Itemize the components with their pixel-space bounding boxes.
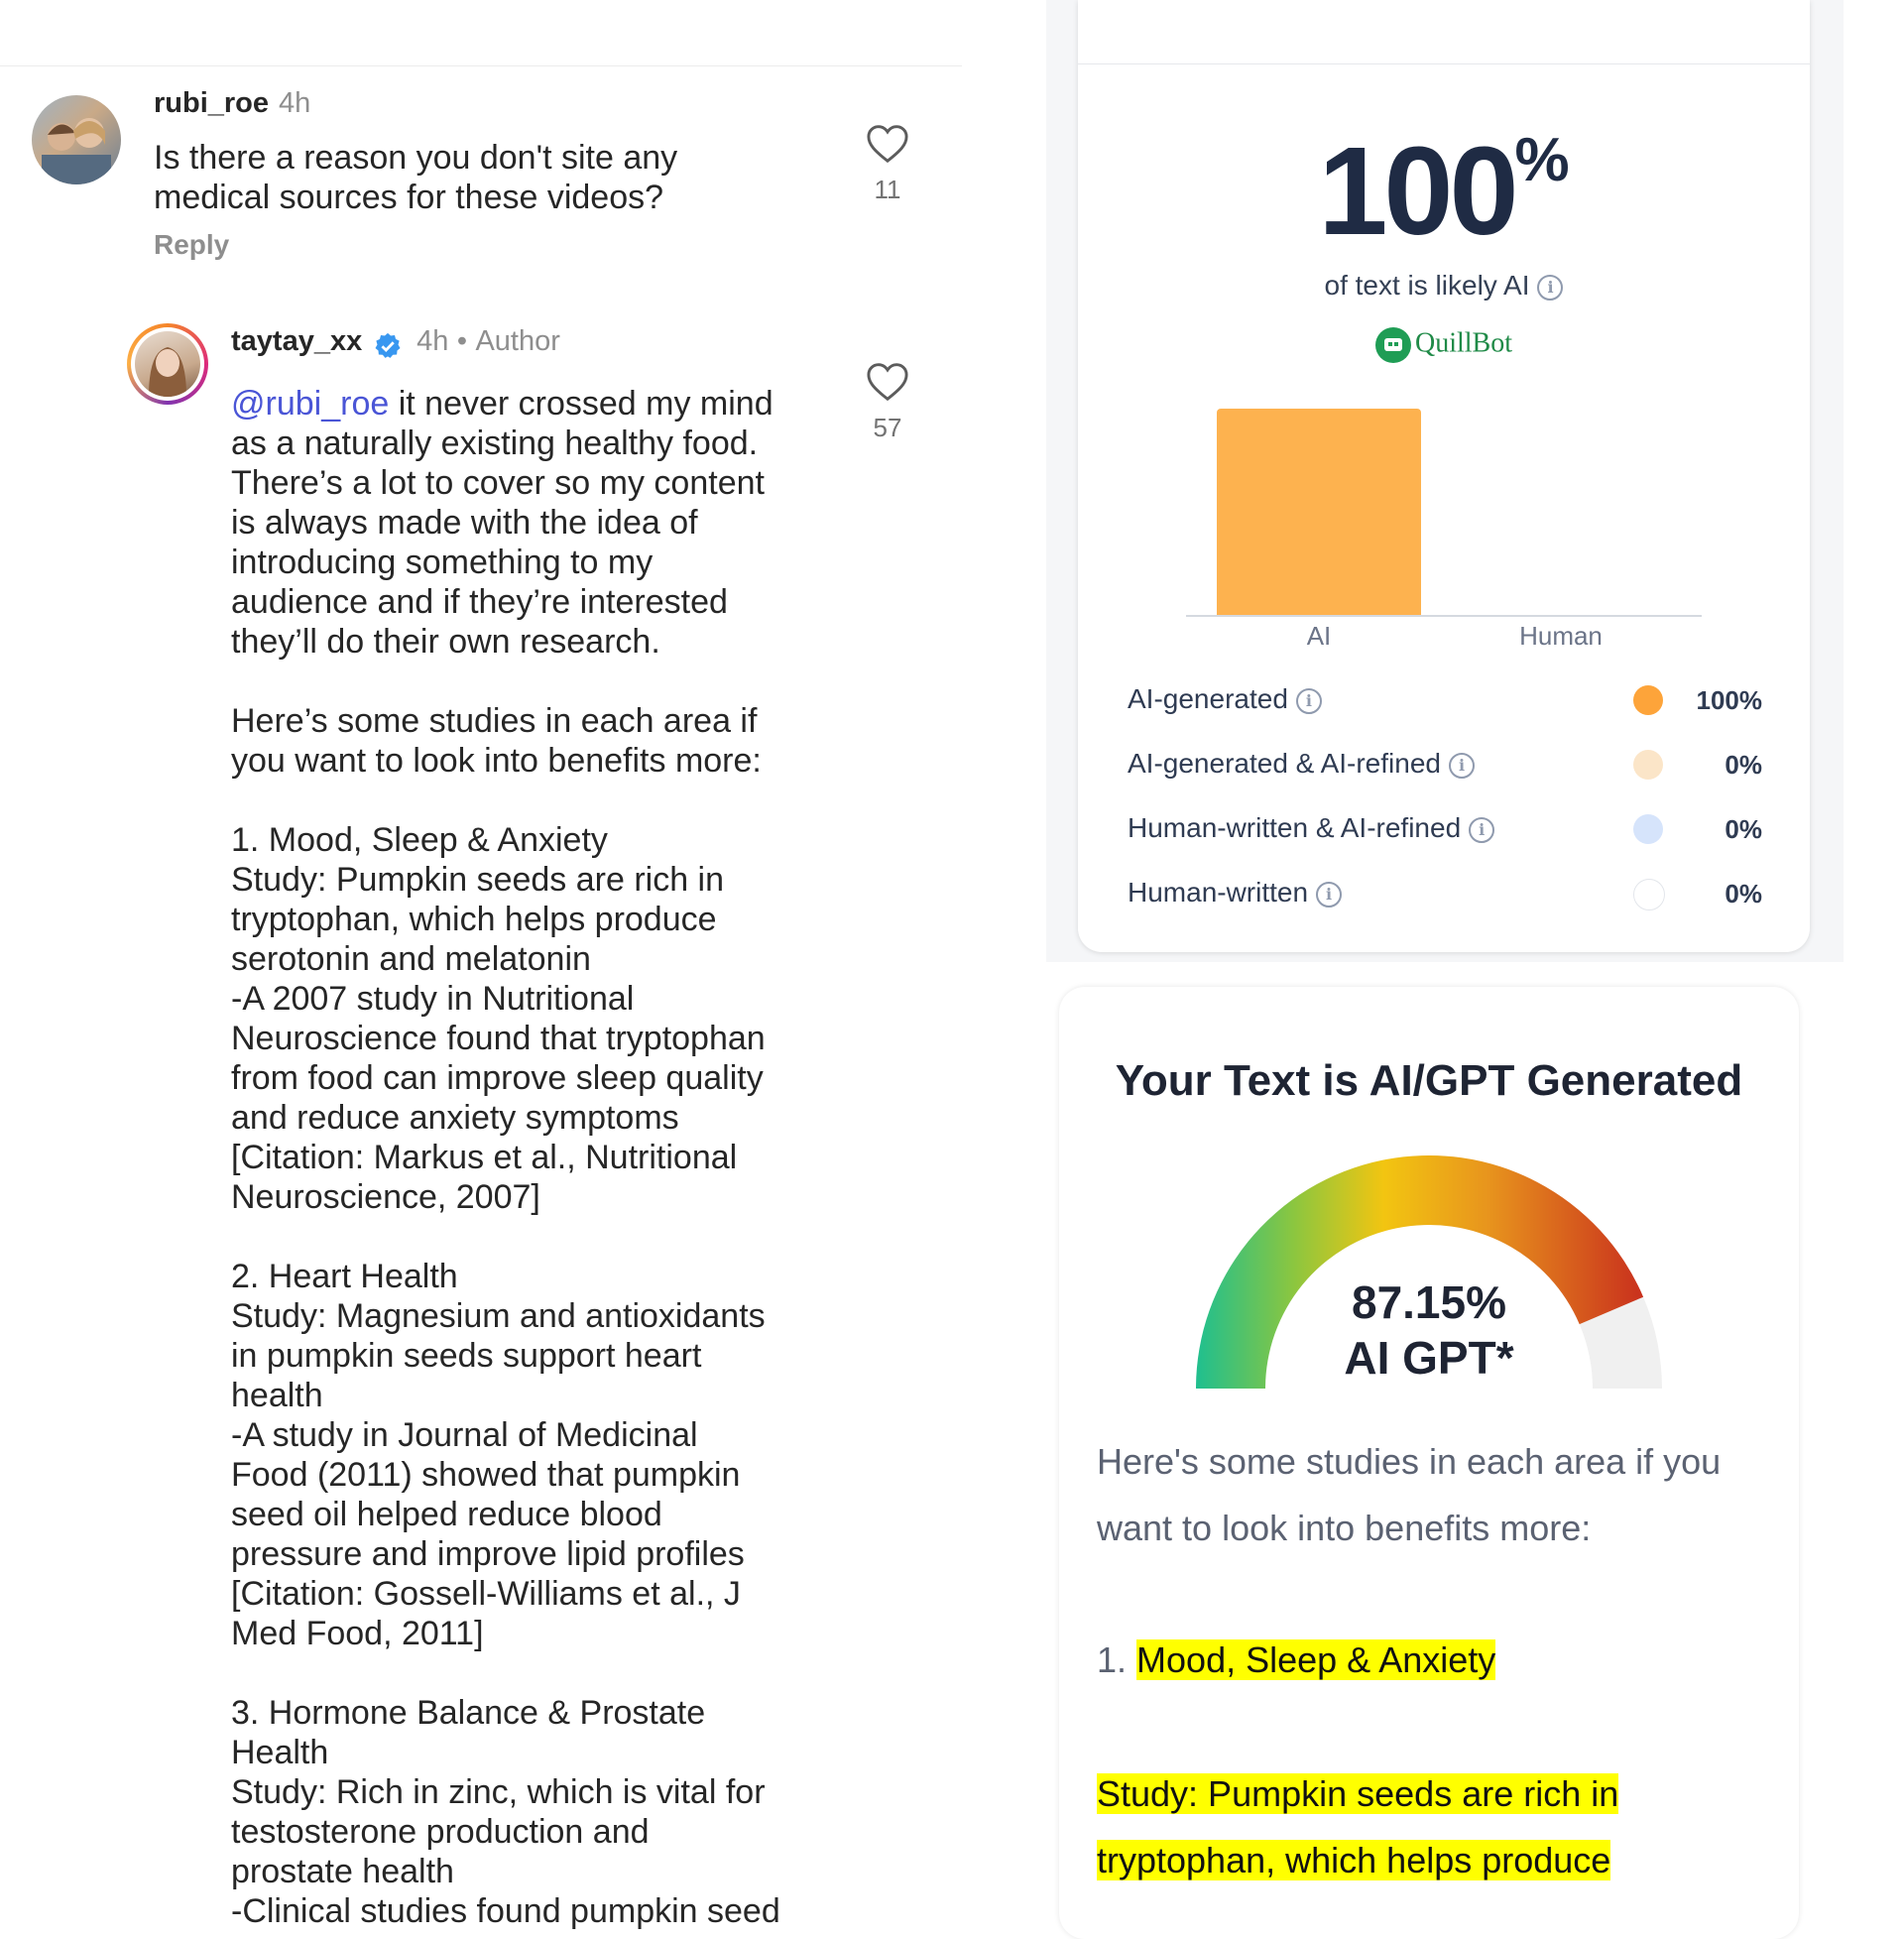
timestamp: 4h bbox=[416, 325, 449, 357]
timestamp: 4h bbox=[279, 87, 311, 119]
legend-row bbox=[1128, 873, 1762, 912]
reply-button[interactable]: Reply bbox=[154, 229, 230, 260]
heart-icon[interactable] bbox=[866, 124, 909, 164]
quillbot-robot-icon bbox=[1375, 327, 1411, 363]
author-label: Author bbox=[475, 325, 560, 357]
analyzed-text-intro: Here's some studies in each area if you want to look into benefits more: bbox=[1097, 1441, 1722, 1548]
item-number: 1. bbox=[1097, 1639, 1128, 1680]
like-count: 11 bbox=[874, 175, 901, 204]
legend-color-dot bbox=[1633, 879, 1665, 910]
legend-label-text: AI-generated & AI-refined bbox=[1128, 748, 1441, 779]
comment-header bbox=[231, 325, 560, 361]
info-icon[interactable]: i bbox=[1469, 817, 1494, 843]
legend-value: 0% bbox=[1725, 814, 1762, 844]
comment-text bbox=[231, 384, 866, 1931]
legend-label-text: Human-written & AI-refined bbox=[1128, 812, 1462, 843]
chart-axis bbox=[1186, 615, 1702, 617]
legend-color-dot bbox=[1633, 685, 1663, 715]
legend-label bbox=[1128, 683, 1322, 715]
bar-ai bbox=[1217, 409, 1421, 615]
quillbot-logo bbox=[1078, 327, 1810, 363]
comment-text: Is there a reason you don't site any medical sources for these videos? bbox=[154, 139, 678, 216]
info-icon[interactable]: i bbox=[1537, 275, 1563, 301]
legend-label-text: Human-written bbox=[1128, 877, 1309, 908]
legend-row bbox=[1128, 808, 1762, 848]
verified-badge-icon bbox=[373, 331, 403, 361]
ai-score-label: AI GPT* bbox=[1344, 1332, 1514, 1384]
legend-label bbox=[1128, 877, 1342, 909]
info-icon[interactable]: i bbox=[1449, 753, 1475, 779]
avatar bbox=[135, 331, 200, 397]
divider bbox=[0, 65, 962, 66]
legend-value: 0% bbox=[1725, 879, 1762, 909]
avatar-photo-icon bbox=[32, 95, 121, 184]
info-icon[interactable]: i bbox=[1316, 882, 1342, 908]
mention-link[interactable]: @rubi_roe bbox=[231, 385, 390, 423]
gpt-detector-card bbox=[1059, 987, 1799, 1939]
like-button[interactable] bbox=[858, 362, 917, 443]
quillbot-panel bbox=[1046, 0, 1844, 962]
like-count: 57 bbox=[873, 413, 902, 442]
divider bbox=[1078, 63, 1810, 64]
highlighted-text: tryptophan, which helps produce bbox=[1097, 1840, 1611, 1880]
quillbot-result-card bbox=[1078, 0, 1810, 952]
separator-dot: • bbox=[456, 325, 467, 357]
legend-row bbox=[1128, 744, 1762, 784]
gauge-readout bbox=[1059, 1274, 1799, 1386]
bar-label-human: Human bbox=[1519, 621, 1603, 651]
info-icon[interactable]: i bbox=[1296, 688, 1322, 714]
ai-score: 87.15% bbox=[1351, 1276, 1506, 1328]
legend-label-text: AI-generated bbox=[1128, 683, 1288, 714]
legend-label bbox=[1128, 748, 1475, 780]
analyzed-study bbox=[1097, 1760, 1771, 1893]
avatar-photo-icon bbox=[135, 331, 200, 397]
result-title: Your Text is AI/GPT Generated bbox=[1115, 1056, 1743, 1105]
highlighted-text: Mood, Sleep & Anxiety bbox=[1136, 1639, 1496, 1680]
legend-row bbox=[1128, 679, 1762, 719]
comment-header bbox=[154, 87, 310, 120]
legend-value: 100% bbox=[1696, 685, 1762, 715]
legend-color-dot bbox=[1633, 750, 1663, 780]
legend-label bbox=[1128, 812, 1494, 844]
username[interactable]: rubi_roe bbox=[154, 87, 270, 119]
percent-sign: % bbox=[1514, 126, 1570, 194]
highlighted-text: Study: Pumpkin seeds are rich in bbox=[1097, 1773, 1619, 1814]
brand-name: QuillBot bbox=[1414, 327, 1512, 359]
avatar[interactable] bbox=[32, 95, 121, 184]
legend-value: 0% bbox=[1725, 750, 1762, 780]
percent-value: 100 bbox=[1318, 121, 1515, 261]
ai-percentage bbox=[1078, 119, 1810, 263]
bar-label-ai: AI bbox=[1306, 621, 1332, 651]
heart-icon[interactable] bbox=[866, 362, 909, 402]
likely-ai-caption bbox=[1078, 270, 1810, 302]
avatar-story-ring[interactable] bbox=[127, 323, 208, 405]
comment-body: it never crossed my mind as a naturally existing healthy food. There’s a lot to cover so my content is always made with the idea of introducing something to my audience and if they’re interested they’ll do their own research. Here’s some studies in each area if you want to look into benefits more: 1. Mood, Sleep & Anxiety Study: Pumpkin seeds are rich in tryptophan, which helps produce serotonin and melatonin -A 2007 study in Nutritional Neuroscience found that tryptophan from food can improve sleep quality and reduce anxiety symptoms [Citation: Markus et al., Nutritional Neuroscience, 2007] 2. Heart Health Study: Magnesium and antioxidants in pumpkin seeds support heart health -A study in Journal of Medicinal Food (2011) showed that pumpkin seed oil helped reduce blood pressure and improve lipid profiles [Citation: Gossell-Williams et al., J Med Food, 2011] 3. Hormone Balance & Prostate Health Study: Rich in zinc, which is vital for testosterone production and prostate health -Clinical studies found pumpkin seed bbox=[231, 385, 780, 1930]
analyzed-item bbox=[1097, 1627, 1771, 1693]
like-button[interactable] bbox=[858, 124, 917, 205]
likely-ai-text: of text is likely AI bbox=[1324, 270, 1530, 301]
username[interactable]: taytay_xx bbox=[231, 325, 363, 357]
legend-color-dot bbox=[1633, 814, 1663, 844]
